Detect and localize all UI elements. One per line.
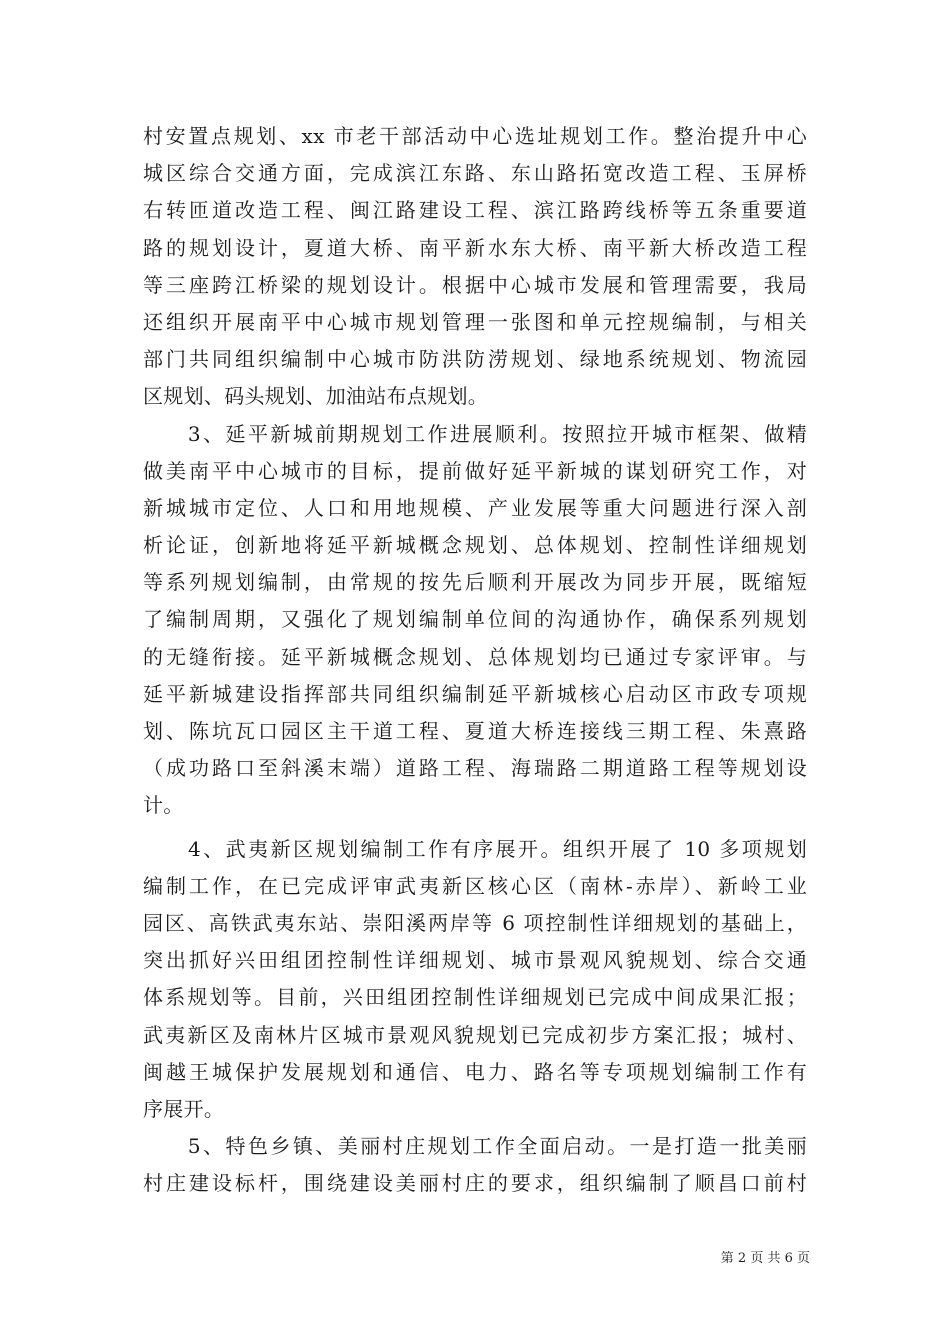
text-line: 4、武夷新区规划编制工作有序展开。组织开展了 10 多项规划 (143, 836, 807, 861)
text-line: 体系规划等。目前，兴田组团控制性详细规划已完成中间成果汇报； (143, 985, 807, 1010)
text-line: 计。 (143, 793, 184, 818)
text-line: 突出抓好兴田组团控制性详细规划、城市景观风貌规划、综合交通 (143, 948, 807, 973)
text-line: 村安置点规划、xx 市老干部活动中心选址规划工作。整治提升中心 (143, 124, 807, 148)
paragraph-2 (143, 416, 807, 825)
text-line: 做美南平中心城市的目标，提前做好延平新城的谋划研究工作，对 (143, 458, 807, 483)
paragraph-4 (143, 1128, 807, 1202)
text-line: 闽越王城保护发展规划和通信、电力、路名等专项规划编制工作有 (143, 1059, 807, 1084)
text-line: 的无缝衔接。延平新城概念规划、总体规划均已通过专家评审。与 (143, 644, 807, 669)
text-line: 划、陈坑瓦口园区主干道工程、夏道大桥连接线三期工程、朱熹路 (143, 719, 807, 743)
text-line: 编制工作，在已完成评审武夷新区核心区（南林-赤岸）、新岭工业 (143, 873, 807, 898)
text-line: 新城城市定位、人口和用地规模、产业发展等重大问题进行深入剖 (143, 495, 807, 520)
text-line: 析论证，创新地将延平新城概念规划、总体规划、控制性详细规划 (143, 533, 807, 558)
text-line: 等系列规划编制，由常规的按先后顺利开展改为同步开展，既缩短 (143, 570, 807, 595)
text-line: 了编制周期，又强化了规划编制单位间的沟通协作，确保系列规划 (143, 607, 807, 632)
paragraph-1 (143, 118, 807, 416)
text-line: 园区、高铁武夷东站、崇阳溪两岸等 6 项控制性详细规划的基础上， (143, 910, 807, 935)
text-line: 3、延平新城前期规划工作进展顺利。按照拉开城市框架、做精 (143, 421, 807, 446)
document-body (143, 118, 807, 1202)
text-line: 武夷新区及南林片区城市景观风貌规划已完成初步方案汇报；城村、 (143, 1022, 807, 1047)
text-line: 村庄建设标杆，围绕建设美丽村庄的要求，组织编制了顺昌口前村 (143, 1171, 807, 1196)
text-line: 序展开。 (143, 1096, 225, 1121)
text-line: 还组织开展南平中心城市规划管理一张图和单元控规编制，与相关 (143, 309, 807, 334)
text-line: 右转匝道改造工程、闽江路建设工程、滨江路跨线桥等五条重要道 (143, 198, 807, 223)
paragraph-3 (143, 831, 807, 1129)
text-line: 城区综合交通方面，完成滨江东路、东山路拓宽改造工程、玉屏桥 (143, 161, 807, 186)
text-line: 延平新城建设指挥部共同组织编制延平新城核心启动区市政专项规 (143, 681, 807, 706)
page-number: 第 2 页 共 6 页 (720, 1251, 810, 1266)
text-line: （成功路口至斜溪末端）道路工程、海瑞路二期道路工程等规划设 (143, 756, 807, 781)
text-line: 区规划、码头规划、加油站布点规划。 (143, 384, 489, 409)
text-line: 部门共同组织编制中心城市防洪防涝规划、绿地系统规划、物流园 (143, 347, 807, 372)
text-line: 5、特色乡镇、美丽村庄规划工作全面启动。一是打造一批美丽 (143, 1134, 807, 1159)
text-line: 路的规划设计，夏道大桥、南平新水东大桥、南平新大桥改造工程 (143, 235, 807, 260)
text-line: 等三座跨江桥梁的规划设计。根据中心城市发展和管理需要，我局 (143, 272, 807, 297)
